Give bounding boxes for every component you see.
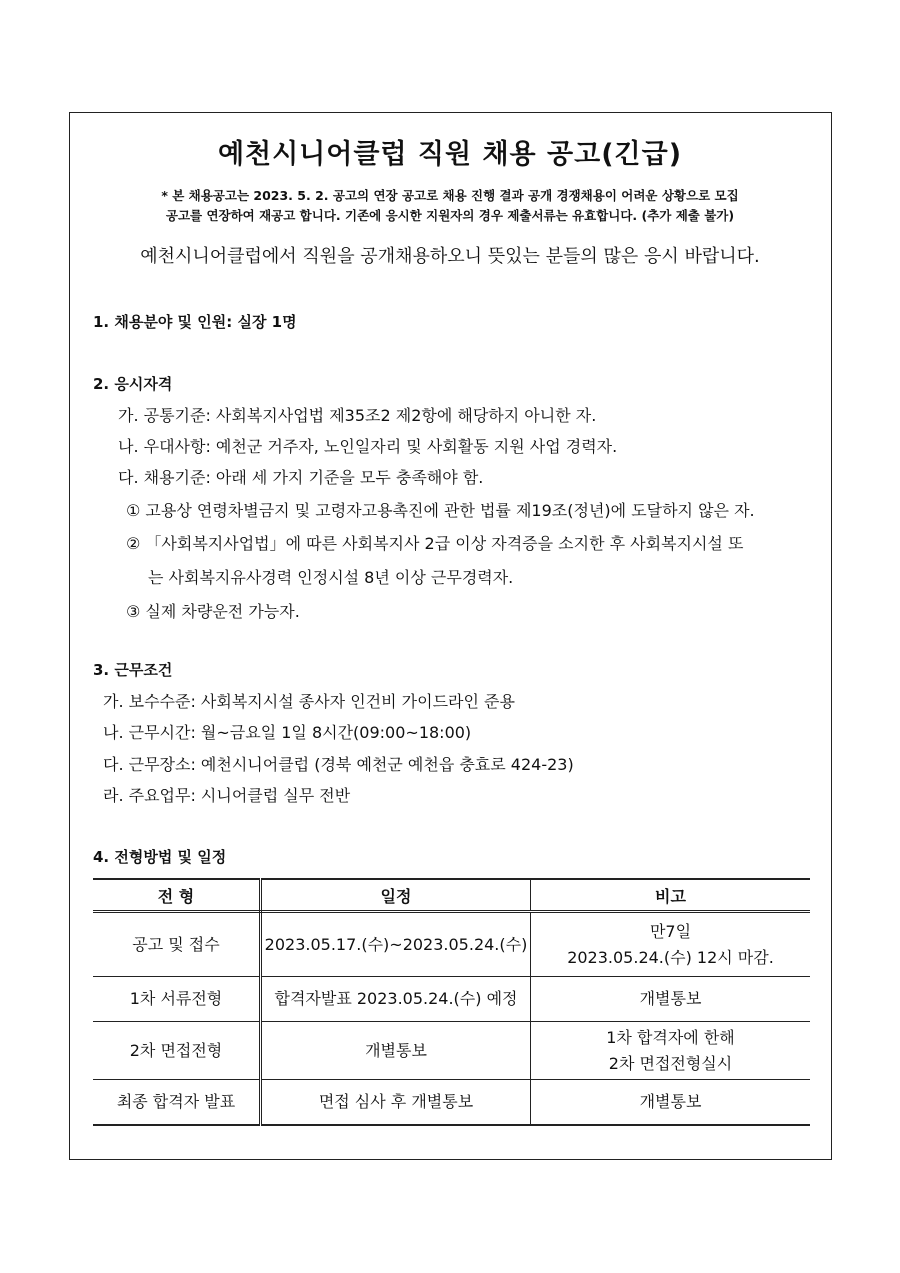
notice-line-2: 공고를 연장하여 재공고 합니다. 기존에 응시한 지원자의 경우 제출서류는 유효합니다. (추가 제출 불가) (165, 208, 735, 223)
stage-cell: 공고 및 접수 (93, 912, 261, 977)
note-cell (531, 977, 811, 1022)
note-cell (531, 1080, 811, 1125)
stage-cell: 2차 면접전형 (93, 1022, 261, 1080)
column-header-note: 비고 (531, 879, 811, 912)
note-cell (531, 1022, 811, 1080)
criteria-item: ③ 실제 차량운전 가능자. (126, 602, 300, 621)
work-condition-item: 라. 주요업무: 시니어클럽 실무 전반 (103, 786, 351, 805)
stage-cell: 최종 합격자 발표 (93, 1080, 261, 1125)
table-row (93, 1022, 810, 1080)
work-condition-item: 가. 보수수준: 사회복지시설 종사자 인건비 가이드라인 준용 (103, 692, 515, 711)
stage-cell: 1차 서류전형 (93, 977, 261, 1022)
notice-text (100, 186, 800, 226)
qualification-item: 나. 우대사항: 예천군 거주자, 노인일자리 및 사회활동 지원 사업 경력자. (118, 437, 618, 456)
qualification-item: 다. 채용기준: 아래 세 가지 기준을 모두 충족해야 함. (118, 468, 484, 487)
table-row (93, 1080, 810, 1125)
schedule-table (93, 878, 810, 1126)
notice-line-1: * 본 채용공고는 2023. 5. 2. 공고의 연장 공고로 채용 진행 결과 공개 경쟁채용이 어려운 상황으로 모집 (161, 188, 739, 203)
schedule-cell: 2023.05.17.(수)~2023.05.24.(수) (261, 912, 531, 977)
criteria-item: ② 「사회복지사업법」에 따른 사회복지사 2급 이상 자격증을 소지한 후 사회복지시설 또 (126, 534, 744, 553)
section-3-heading: 3. 근무조건 (93, 661, 173, 679)
schedule-cell: 합격자발표 2023.05.24.(수) 예정 (261, 977, 531, 1022)
note-cell (531, 912, 811, 977)
section-4-heading: 4. 전형방법 및 일정 (93, 848, 227, 866)
section-1-heading: 1. 채용분야 및 인원: 실장 1명 (93, 313, 297, 331)
note-line: 1차 합격자에 한해 (606, 1027, 735, 1047)
table-header-row (93, 879, 810, 912)
table-row (93, 977, 810, 1022)
column-header-stage: 전 형 (93, 879, 261, 912)
table-row (93, 912, 810, 977)
note-line: 만7일 (649, 921, 692, 941)
schedule-cell: 면접 심사 후 개별통보 (261, 1080, 531, 1125)
section-2-heading: 2. 응시자격 (93, 375, 173, 393)
schedule-cell: 개별통보 (261, 1022, 531, 1080)
work-condition-item: 다. 근무장소: 예천시니어클럽 (경북 예천군 예천읍 충효로 424-23) (103, 755, 574, 774)
work-condition-item: 나. 근무시간: 월~금요일 1일 8시간(09:00~18:00) (103, 723, 472, 742)
note-line: 2차 면접전형실시 (608, 1053, 733, 1073)
criteria-item: ① 고용상 연령차별금지 및 고령자고용촉진에 관한 법률 제19조(정년)에 도달하지 않은 자. (126, 501, 755, 520)
intro-text: 예천시니어클럽에서 직원을 공개채용하오니 뜻있는 분들의 많은 응시 바랍니다. (140, 246, 760, 267)
note-line: 개별통보 (639, 1091, 702, 1111)
criteria-item-continued: 는 사회복지유사경력 인정시설 8년 이상 근무경력자. (148, 568, 514, 587)
note-line: 2023.05.24.(수) 12시 마감. (567, 947, 774, 967)
column-header-schedule: 일정 (261, 879, 531, 912)
note-line: 개별통보 (639, 989, 702, 1008)
qualification-item: 가. 공통기준: 사회복지사업법 제35조2 제2항에 해당하지 아니한 자. (118, 406, 597, 425)
page-title: 예천시니어클럽 직원 채용 공고(긴급) (217, 139, 683, 170)
